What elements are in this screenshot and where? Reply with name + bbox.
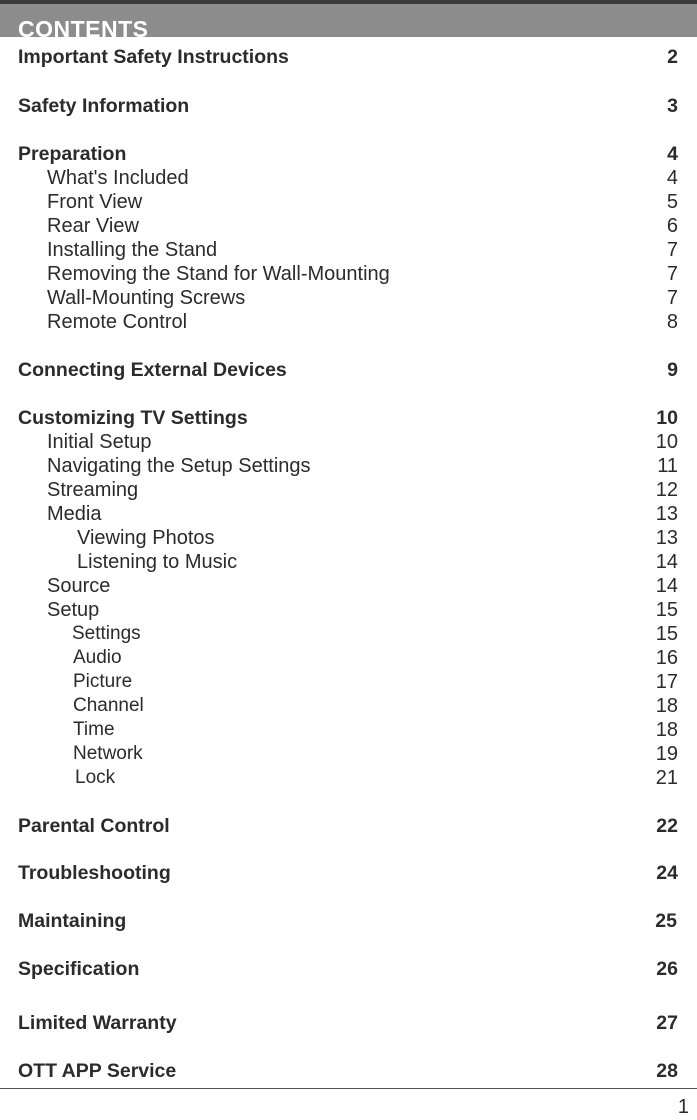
toc-subentry[interactable] — [0, 430, 697, 454]
toc-subsubentry[interactable] — [0, 766, 697, 790]
toc-entry-page: 6 — [666, 215, 678, 237]
toc-entry-label: Setup — [47, 599, 100, 621]
toc-subentry[interactable] — [0, 214, 697, 238]
toc-subentry[interactable] — [0, 478, 697, 502]
toc-entry-label: Important Safety Instructions — [18, 46, 289, 68]
toc-entry-page: 12 — [655, 479, 678, 501]
toc-subsubentry[interactable] — [0, 646, 697, 670]
toc-entry-label: Rear View — [47, 215, 139, 237]
toc-subsubentry[interactable] — [0, 718, 697, 742]
toc-entry[interactable] — [0, 358, 697, 382]
toc-entry-label: Removing the Stand for Wall-Mounting — [47, 263, 390, 285]
toc-subentry[interactable] — [0, 238, 697, 262]
toc-entry-page: 28 — [656, 1060, 678, 1082]
toc-entry[interactable] — [0, 1059, 697, 1083]
toc-entry-page: 2 — [667, 46, 678, 68]
toc-entry-page: 15 — [655, 599, 678, 621]
toc-entry-label: Parental Control — [18, 815, 170, 837]
toc-entry-page: 19 — [655, 743, 678, 765]
toc-entry-label: Maintaining — [18, 910, 127, 932]
toc-entry-label: Time — [73, 719, 115, 740]
toc-entry-label: Connecting External Devices — [18, 359, 287, 381]
toc-entry-label: Source — [47, 575, 111, 597]
toc-entry-label: Preparation — [18, 143, 127, 165]
toc-entry-label: Lock — [75, 767, 116, 788]
toc-entry-page: 5 — [666, 191, 678, 213]
toc-subentry[interactable] — [0, 166, 697, 190]
footer-divider — [0, 1088, 697, 1089]
toc-subsubentry[interactable] — [0, 742, 697, 766]
toc-entry[interactable] — [0, 1011, 697, 1035]
toc-subentry[interactable] — [0, 190, 697, 214]
toc-entry-page: 7 — [666, 239, 678, 261]
toc-entry-page: 3 — [667, 95, 678, 117]
toc-subsubentry[interactable] — [0, 550, 697, 574]
page-title: CONTENTS — [18, 16, 149, 42]
toc-entry-label: Front View — [47, 191, 143, 213]
toc-entry-label: Listening to Music — [77, 551, 238, 573]
toc-entry-label: Network — [73, 743, 143, 764]
toc-entry-label: Navigating the Setup Settings — [47, 455, 311, 477]
toc-entry-label: What's Included — [47, 167, 189, 189]
toc-entry-label: Installing the Stand — [47, 239, 218, 261]
contents-header-bar — [0, 4, 697, 42]
toc-entry[interactable] — [0, 861, 697, 885]
toc-entry-page: 10 — [655, 431, 678, 453]
toc-entry-label: Safety Information — [18, 95, 190, 117]
toc-entry-label: Audio — [73, 647, 122, 668]
toc-entry-page: 13 — [655, 527, 678, 549]
toc-entry-page: 7 — [666, 263, 678, 285]
toc-entry-page: 13 — [655, 503, 678, 525]
toc-entry-page: 10 — [656, 407, 678, 429]
toc-subentry[interactable] — [0, 286, 697, 310]
toc-subentry[interactable] — [0, 574, 697, 598]
toc-entry-label: Remote Control — [47, 311, 188, 333]
toc-entry-page: 4 — [666, 167, 678, 189]
toc-entry-page: 27 — [656, 1012, 678, 1034]
toc-entry[interactable] — [0, 142, 697, 166]
toc-entry-label: OTT APP Service — [18, 1060, 177, 1082]
toc-subsubentry[interactable] — [0, 670, 697, 694]
toc-subentry[interactable] — [0, 502, 697, 526]
toc-entry-page: 9 — [667, 359, 678, 381]
toc-entry[interactable] — [0, 406, 697, 430]
toc-entry-page: 4 — [667, 143, 678, 165]
toc-entry-page: 7 — [666, 287, 678, 309]
toc-entry-page: 14 — [655, 575, 678, 597]
toc-entry-label: Troubleshooting — [18, 862, 171, 884]
toc-entry-label: Customizing TV Settings — [18, 407, 248, 429]
toc-entry-page: 8 — [666, 311, 678, 333]
page-number: 1 — [677, 1096, 689, 1118]
toc-entry-page: 21 — [655, 767, 678, 789]
toc-entry-label: Limited Warranty — [18, 1012, 177, 1034]
toc-entry[interactable] — [0, 814, 697, 838]
toc-subentry[interactable] — [0, 598, 697, 622]
toc-entry-page: 11 — [657, 455, 678, 477]
toc-entry-label: Initial Setup — [47, 431, 152, 453]
toc-subsubentry[interactable] — [0, 694, 697, 718]
toc-entry-page: 22 — [656, 815, 678, 837]
toc-subentry[interactable] — [0, 310, 697, 334]
toc-entry-page: 25 — [655, 910, 677, 932]
toc-subentry[interactable] — [0, 454, 697, 478]
toc-entry-label: Channel — [73, 695, 144, 716]
toc-entry[interactable] — [0, 909, 697, 933]
toc-entry-label: Settings — [72, 623, 141, 644]
toc-entry-label: Picture — [73, 671, 133, 692]
toc-subsubentry[interactable] — [0, 526, 697, 550]
toc-entry-page: 18 — [655, 695, 678, 717]
toc-subentry[interactable] — [0, 262, 697, 286]
toc-entry-label: Specification — [18, 958, 140, 980]
toc-entry[interactable] — [0, 957, 697, 981]
toc-entry[interactable] — [0, 45, 697, 69]
toc-entry-label: Media — [47, 503, 102, 525]
toc-entry[interactable] — [0, 94, 697, 118]
toc-entry-page: 26 — [656, 958, 678, 980]
toc-entry-label: Wall-Mounting Screws — [47, 287, 246, 309]
toc-entry-page: 14 — [655, 551, 678, 573]
toc-entry-page: 15 — [655, 623, 678, 645]
toc-subsubentry[interactable] — [0, 622, 697, 646]
toc-entry-page: 18 — [655, 719, 678, 741]
toc-entry-label: Viewing Photos — [77, 527, 215, 549]
toc-entry-page: 16 — [655, 647, 678, 669]
toc-entry-page: 24 — [656, 862, 678, 884]
toc-entry-page: 17 — [655, 671, 678, 693]
toc-entry-label: Streaming — [47, 479, 139, 501]
